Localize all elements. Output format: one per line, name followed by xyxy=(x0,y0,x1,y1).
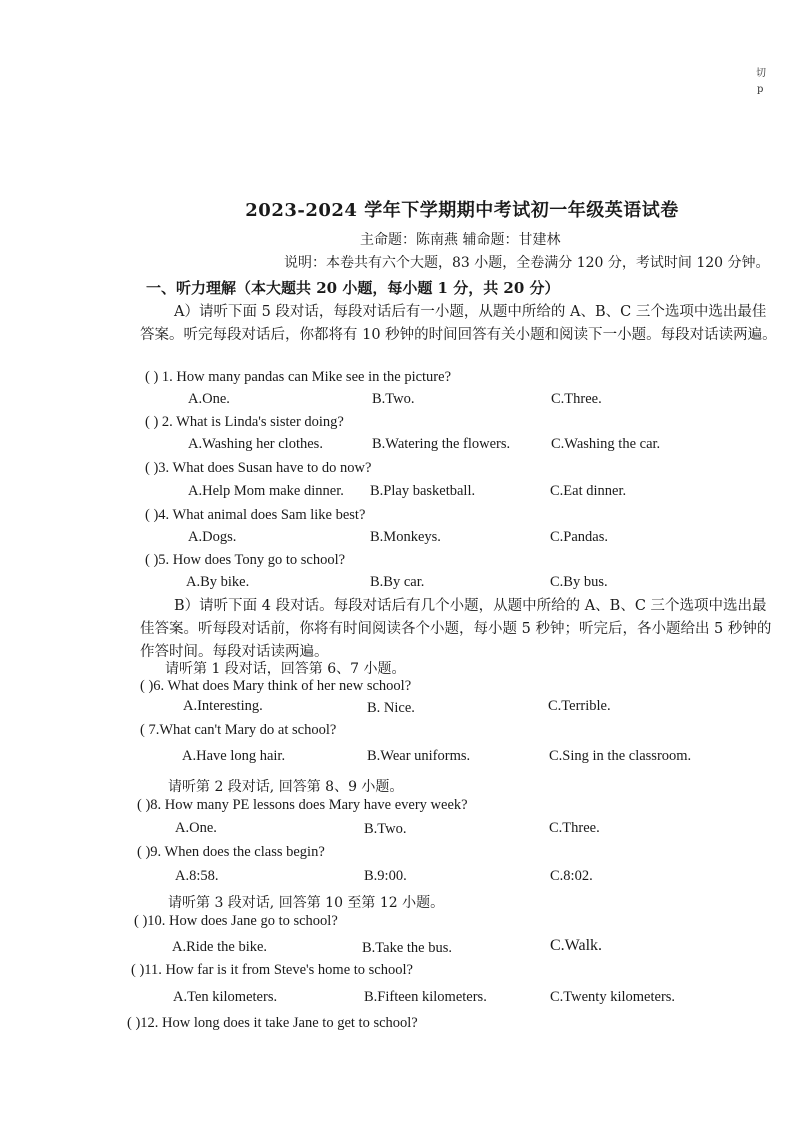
option-b: B.9:00. xyxy=(364,868,407,884)
question-6: ( )6. What does Mary think of her new school? xyxy=(140,678,412,694)
option-c: C.Sing in the classroom. xyxy=(549,748,692,764)
dialogue-prompt: 请听第 3 段对话, 回答第 10 至第 12 小题。 xyxy=(168,895,445,911)
question-12: ( )12. How long does it take Jane to get to school? xyxy=(127,1015,418,1031)
option-c: C.Washing the car. xyxy=(551,436,661,452)
question-2: ( ) 2. What is Linda's sister doing? xyxy=(145,414,344,430)
option-b: B.Play basketball. xyxy=(370,483,476,499)
option-b: B.By car. xyxy=(370,574,425,590)
option-a: A.Ten kilometers. xyxy=(173,989,278,1005)
option-c: C.8:02. xyxy=(550,868,593,884)
option-a: A.Have long hair. xyxy=(182,748,286,764)
option-a: A.By bike. xyxy=(186,574,250,590)
option-b: B.Two. xyxy=(372,391,415,407)
option-b: B.Wear uniforms. xyxy=(367,748,471,764)
option-a: A.Help Mom make dinner. xyxy=(188,483,344,499)
option-c: C.Three. xyxy=(549,820,600,836)
dialogue-prompt: 请听第 1 段对话，回答第 6、7 小题。 xyxy=(165,661,406,677)
question-4: ( )4. What animal does Sam like best? xyxy=(145,507,366,523)
option-a: A.Washing her clothes. xyxy=(188,436,323,452)
question-8: ( )8. How many PE lessons does Mary have every week? xyxy=(137,797,468,813)
question-3: ( )3. What does Susan have to do now? xyxy=(145,460,372,476)
option-a: A.Interesting. xyxy=(183,698,263,714)
dialogue-prompt: 请听第 2 段对话, 回答第 8、9 小题。 xyxy=(168,779,404,795)
corner-mark: 切 xyxy=(756,68,766,79)
option-a: A.8:58. xyxy=(175,868,219,884)
question-10: ( )10. How does Jane go to school? xyxy=(134,913,338,929)
option-c: C.By bus. xyxy=(550,574,608,590)
question-1: ( ) 1. How many pandas can Mike see in the picture? xyxy=(145,369,452,385)
option-c: C.Twenty kilometers. xyxy=(550,989,676,1005)
option-a: A.Dogs. xyxy=(188,529,237,545)
option-b: B.Monkeys. xyxy=(370,529,441,545)
option-c: C.Walk. xyxy=(550,937,603,954)
option-c: C.Pandas. xyxy=(550,529,608,545)
option-a: A.Ride the bike. xyxy=(172,939,268,955)
corner-mark: p xyxy=(757,84,764,95)
question-5: ( )5. How does Tony go to school? xyxy=(145,552,346,568)
option-b: B.Two. xyxy=(364,821,407,837)
exam-authors: 主命题：陈南燕 辅命题：甘建林 xyxy=(360,232,561,248)
section-heading: 一、听力理解（本大题共 20 小题，每小题 1 分，共 20 分） xyxy=(146,279,560,297)
option-a: A.One. xyxy=(175,820,217,836)
option-c: C.Three. xyxy=(551,391,602,407)
exam-note: 说明：本卷共有六个大题，83 小题，全卷满分 120 分，考试时间 120 分钟。 xyxy=(284,255,770,271)
part-a-instructions: A）请听下面 5 段对话，每段对话后有一小题，从题中所给的 A、B、C 三个选项中选出最佳答案。听完每段对话后，你都将有 10 秒钟的时间回答有关小题和阅读下一小题。每段对话读两遍。 xyxy=(140,304,777,343)
question-9: ( )9. When does the class begin? xyxy=(137,844,325,860)
option-b: B. Nice. xyxy=(367,700,415,716)
part-b-instructions: B）请听下面 4 段对话。每段对话后有几个小题，从题中所给的 A、B、C 三个选项中选出最佳答案。听每段对话前，你将有时间阅读各个小题，每小题 5 秒钟；听完后，各小题给出 5 秒钟的作答时间。每段对话读两遍。 xyxy=(140,598,772,660)
option-c: C.Terrible. xyxy=(548,698,611,714)
question-7: ( 7.What can't Mary do at school? xyxy=(140,722,337,738)
option-b: B.Take the bus. xyxy=(362,940,452,956)
option-b: B.Fifteen kilometers. xyxy=(364,989,487,1005)
question-11: ( )11. How far is it from Steve's home to school? xyxy=(131,962,413,978)
option-b: B.Watering the flowers. xyxy=(372,436,511,452)
exam-title: 2023-2024 学年下学期期中考试初一年级英语试卷 xyxy=(245,200,679,221)
option-c: C.Eat dinner. xyxy=(550,483,627,499)
option-a: A.One. xyxy=(188,391,230,407)
